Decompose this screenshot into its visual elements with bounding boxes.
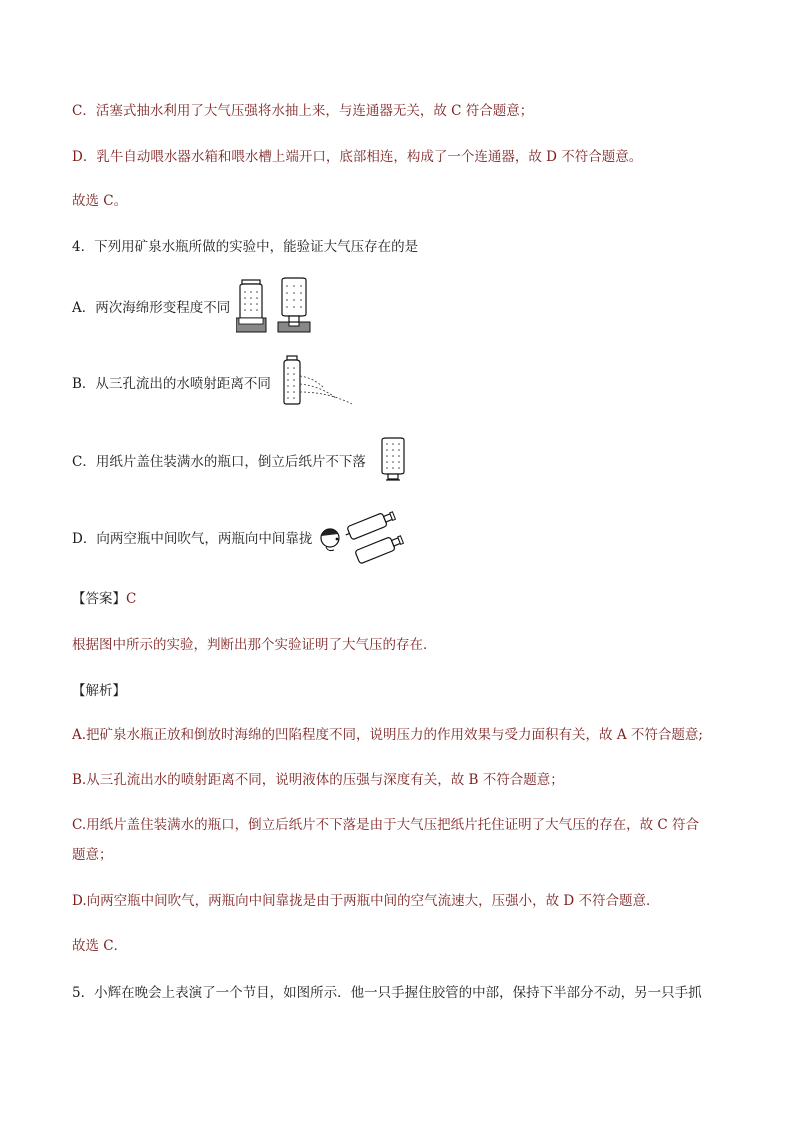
answer-hint: 根据图中所示的实验，判断出那个实验证明了大气压的存在． [72, 637, 437, 653]
question-4-option-b: B．从三孔流出的水喷射距离不同 [72, 376, 271, 392]
analysis-option-c-line1: C.用纸片盖住装满水的瓶口，倒立后纸片不下落是由于大气压把纸片托住证明了大气压的存在，故 C 符合 [72, 817, 700, 833]
three-holes-bottle-figure [280, 354, 356, 410]
answer-line [72, 590, 136, 608]
analysis-option-b: B.从三孔流出水的喷射距离不同，说明液体的压强与深度有关，故 B 不符合题意； [72, 772, 564, 788]
question-4-stem: 4．下列用矿泉水瓶所做的实验中，能验证大气压存在的是 [72, 239, 419, 255]
prev-option-d-explanation: D．乳牛自动喂水器水箱和喂水槽上端开口，底部相连，构成了一个连通器，故 D 不符合题意。 [72, 149, 643, 165]
blowing-between-bottles-figure [318, 506, 410, 566]
analysis-option-c-line2: 题意； [72, 847, 113, 863]
prev-option-c-explanation: C．活塞式抽水利用了大气压强将水抽上来，与连通器无关，故 C 符合题意； [72, 103, 534, 119]
analysis-option-a: A.把矿泉水瓶正放和倒放时海绵的凹陷程度不同，说明压力的作用效果与受力面积有关，故 A 不符合题意; [72, 727, 703, 743]
sponge-bottles-figure [236, 276, 312, 336]
answer-value: C [126, 591, 137, 607]
question-4-option-d: D．向两空瓶中间吹气，两瓶向中间靠拢 [72, 531, 313, 547]
question-4-option-c: C．用纸片盖住装满水的瓶口，倒立后纸片不下落 [72, 454, 366, 470]
analysis-option-d: D.向两空瓶中间吹气，两瓶向中间靠拢是由于两瓶中间的空气流速大，压强小，故 D 不符合题意． [72, 893, 660, 909]
analysis-label: 【解析】 [72, 683, 126, 699]
inverted-bottle-paper-figure [378, 436, 408, 482]
question-4-option-a: A．两次海绵形变程度不同 [72, 300, 231, 316]
answer-label: 【答案】 [72, 591, 126, 607]
prev-conclusion: 故选 C。 [72, 193, 128, 209]
question-4-conclusion: 故选 C． [72, 938, 128, 954]
question-5-stem: 5．小辉在晚会上表演了一个节目，如图所示．他一只手握住胶管的中部，保持下半部分不动，另一只手抓 [72, 985, 702, 1001]
